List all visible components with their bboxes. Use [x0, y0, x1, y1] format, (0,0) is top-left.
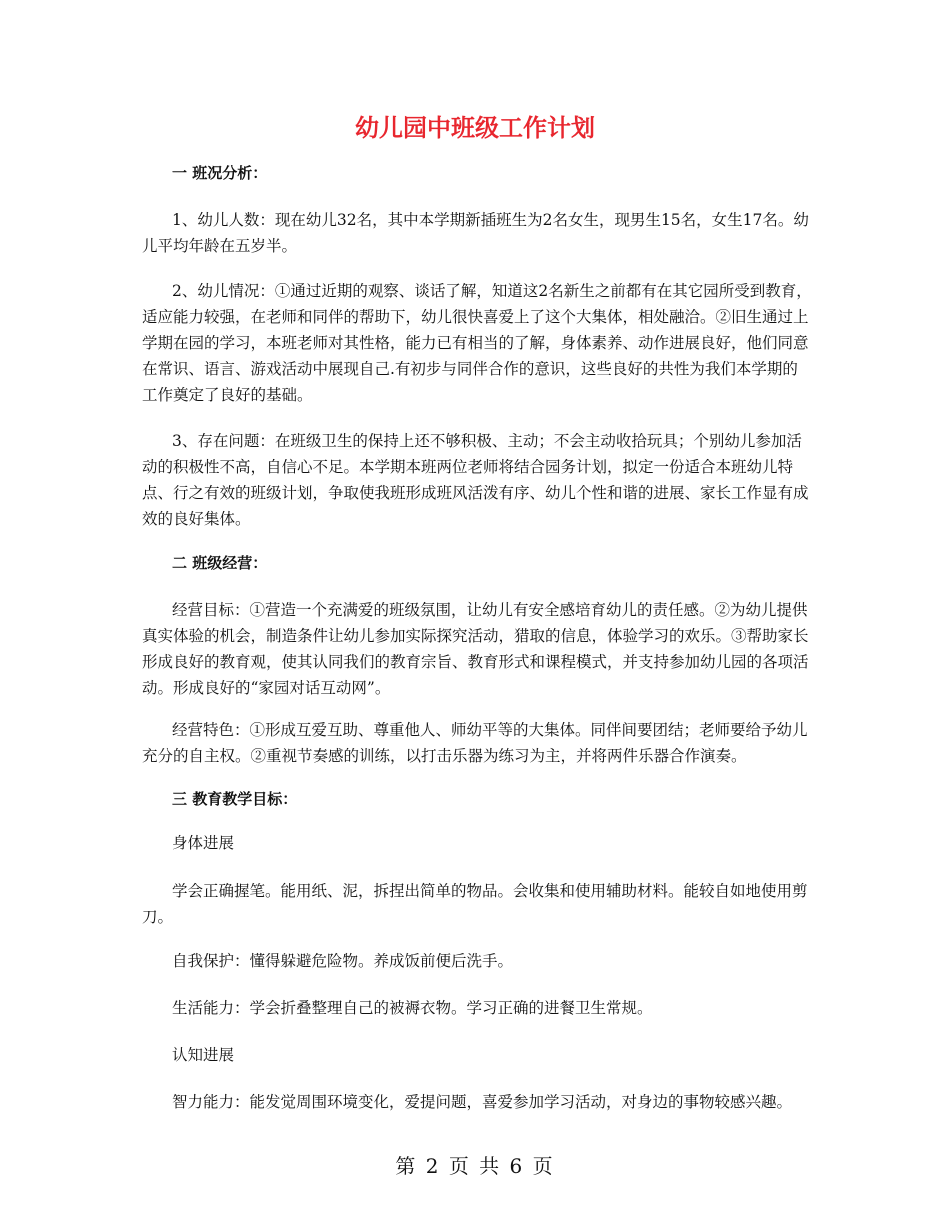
paragraph-text: 经营特色：①形成互爱互助、尊重他人、师幼平等的大集体。同伴间要团结；老师要给予幼儿充分的自主权。②重视节奏感的训练，以打击乐器为练习为主，并将两件乐器合作演奏。: [142, 721, 808, 765]
subheading-physical: 身体进展: [172, 834, 235, 852]
paragraph: [142, 428, 812, 532]
document-title: 幼儿园中班级工作计划: [355, 114, 595, 142]
page-number: 第 2 页 共 6 页: [395, 1154, 555, 1178]
paragraph: 智力能力：能发觉周围环境变化，爱提问题，喜爱参加学习活动，对身边的事物较感兴趣。: [172, 1093, 793, 1111]
paragraph: [142, 878, 812, 930]
paragraph: [142, 717, 812, 769]
paragraph: [142, 597, 812, 701]
paragraph-text: 3、存在问题：在班级卫生的保持上还不够积极、主动；不会主动收拾玩具；个别幼儿参加活动的积极性不高，自信心不足。本学期本班两位老师将结合园务计划，拟定一份适合本班幼儿特点、行之有效的班级计划，争取使我班形成班风活泼有序、幼儿个性和谐的进展、家长工作显有成效的良好集体。: [142, 432, 809, 528]
paragraph-text: 2、幼儿情况：①通过近期的观察、谈话了解，知道这2名新生之前都有在其它园所受到教育，适应能力较强，在老师和同伴的帮助下，幼儿很快喜爱上了这个大集体，相处融洽。②旧生通过上学期在园的学习，本班老师对其性格，能力已有相当的了解，身体素养、动作进展良好，他们同意在常识、语言、游戏活动中展现自己.有初步与同伴合作的意识，这些良好的共性为我们本学期的工作奠定了良好的基础。: [142, 282, 812, 404]
paragraph-text: 1、幼儿人数：现在幼儿32名，其中本学期新插班生为2名女生，现男生15名，女生17名。幼儿平均年龄在五岁半。: [142, 211, 809, 255]
paragraph: [142, 278, 812, 408]
paragraph: 自我保护：懂得躲避危险物。养成饭前便后洗手。: [172, 952, 514, 970]
section-heading-3: 三 教育教学目标：: [172, 790, 298, 808]
paragraph-text: 经营目标：①营造一个充满爱的班级氛围，让幼儿有安全感培育幼儿的责任感。②为幼儿提供真实体验的机会，制造条件让幼儿参加实际探究活动，猎取的信息，体验学习的欢乐。③帮助家长形成良好的教育观，使其认同我们的教育宗旨、教育形式和课程模式，并支持参加幼儿园的各项活动。形成良好的“家园对话互动网”。: [142, 601, 809, 697]
paragraph: [142, 207, 812, 259]
section-heading-2: 二 班级经营：: [172, 554, 268, 572]
paragraph-text: 学会正确握笔。能用纸、泥，拆捏出简单的物品。会收集和使用辅助材料。能较自如地使用剪刀。: [142, 882, 808, 926]
paragraph: 生活能力：学会折叠整理自己的被褥衣物。学习正确的进餐卫生常规。: [172, 999, 653, 1017]
subheading-cognitive: 认知进展: [172, 1046, 235, 1064]
section-heading-1: 一 班况分析：: [172, 164, 268, 182]
